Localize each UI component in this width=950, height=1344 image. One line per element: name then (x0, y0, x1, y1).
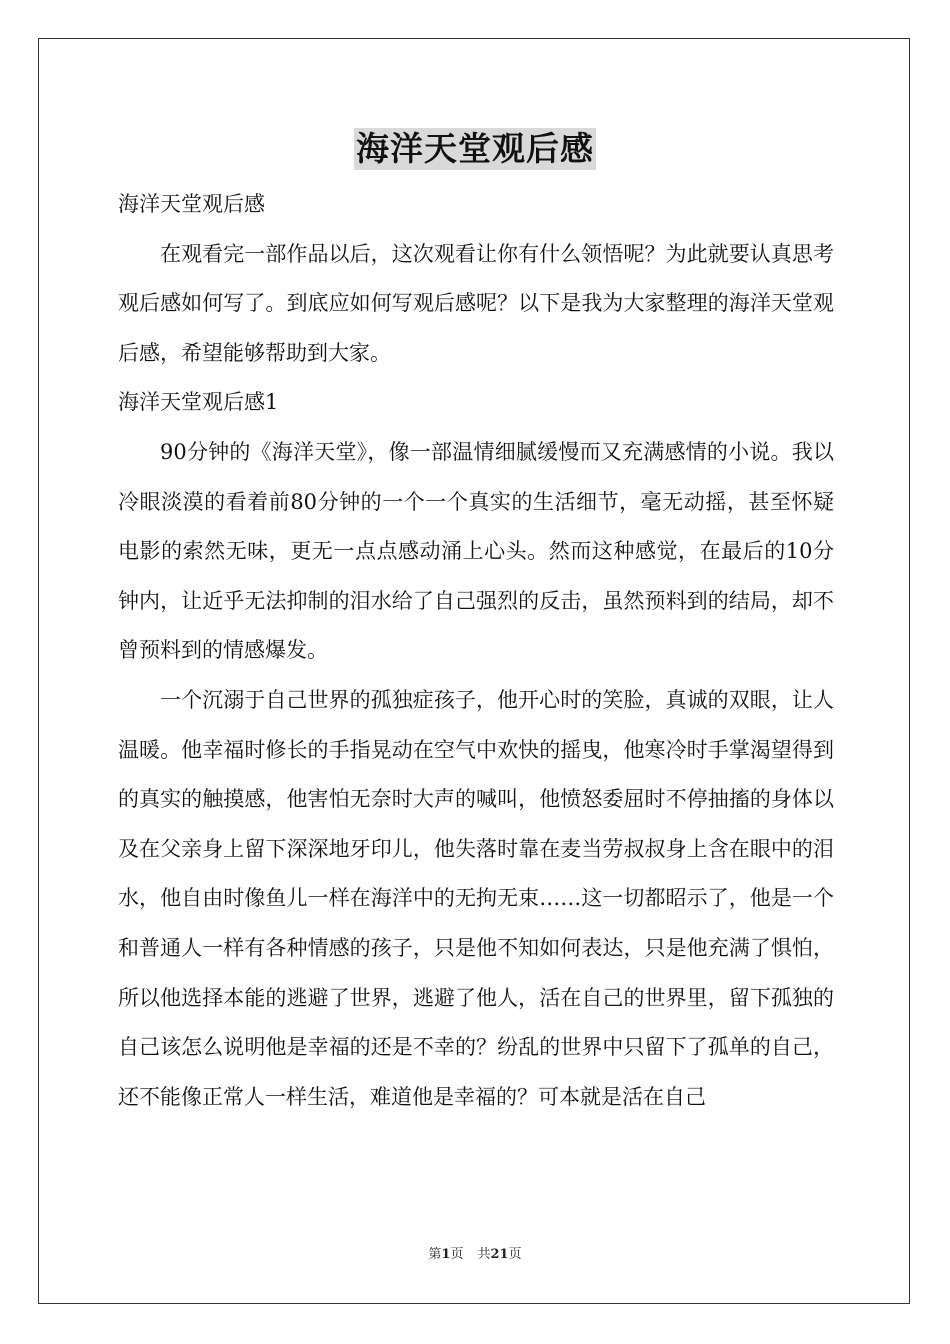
body-paragraph: 在观看完一部作品以后，这次观看让你有什么领悟呢？为此就要认真思考观后感如何写了。到底应如何写观后感呢？以下是我为大家整理的海洋天堂观后感，希望能够帮助到大家。 (118, 241, 834, 365)
page-suffix: 页 (450, 1247, 464, 1262)
section-heading: 海洋天堂观后感 (118, 192, 265, 216)
page-prefix: 第 (428, 1247, 442, 1262)
body-paragraph: 90分钟的《海洋天堂》，像一部温情细腻缓慢而又充满感情的小说。我以冷眼淡漠的看着前80分钟的一个一个真实的生活细节，毫无动摇，甚至怀疑电影的索然无味，更无一点点感动涌上心头。然而这种感觉，在最后的10分钟内，让近乎无法抑制的泪水给了自己强烈的反击，虽然预料到的结局，却不曾预料到的情感爆发。 (118, 439, 834, 663)
page-number: 1 (441, 1247, 451, 1262)
page-footer (0, 1246, 950, 1264)
title-container (0, 128, 950, 170)
document-body (118, 180, 834, 1122)
document-title: 海洋天堂观后感 (356, 129, 594, 168)
body-paragraph: 一个沉溺于自己世界的孤独症孩子，他开心时的笑脸，真诚的双眼，让人温暖。他幸福时修长的手指晃动在空气中欢快的摇曳，他寒冷时手掌渴望得到的真实的触摸感，他害怕无奈时大声的喊叫，他愤怒委屈时不停抽搐的身体以及在父亲身上留下深深地牙印儿，他失落时靠在麦当劳叔叔身上含在眼中的泪水，他自由时像鱼儿一样在海洋中的无拘无束……这一切都昭示了，他是一个和普通人一样有各种情感的孩子，只是他不知如何表达，只是他充满了惧怕，所以他选择本能的逃避了世界，逃避了他人，活在自己的世界里，留下孤独的自己该怎么说明他是幸福的还是不幸的？纷乱的世界中只留下了孤单的自己，还不能像正常人一样生活，难道他是幸福的？可本就是活在自己 (118, 687, 834, 1109)
total-prefix: 共 (477, 1247, 491, 1262)
total-suffix: 页 (508, 1247, 522, 1262)
total-pages: 21 (490, 1247, 509, 1262)
section-heading: 海洋天堂观后感1 (118, 390, 279, 415)
